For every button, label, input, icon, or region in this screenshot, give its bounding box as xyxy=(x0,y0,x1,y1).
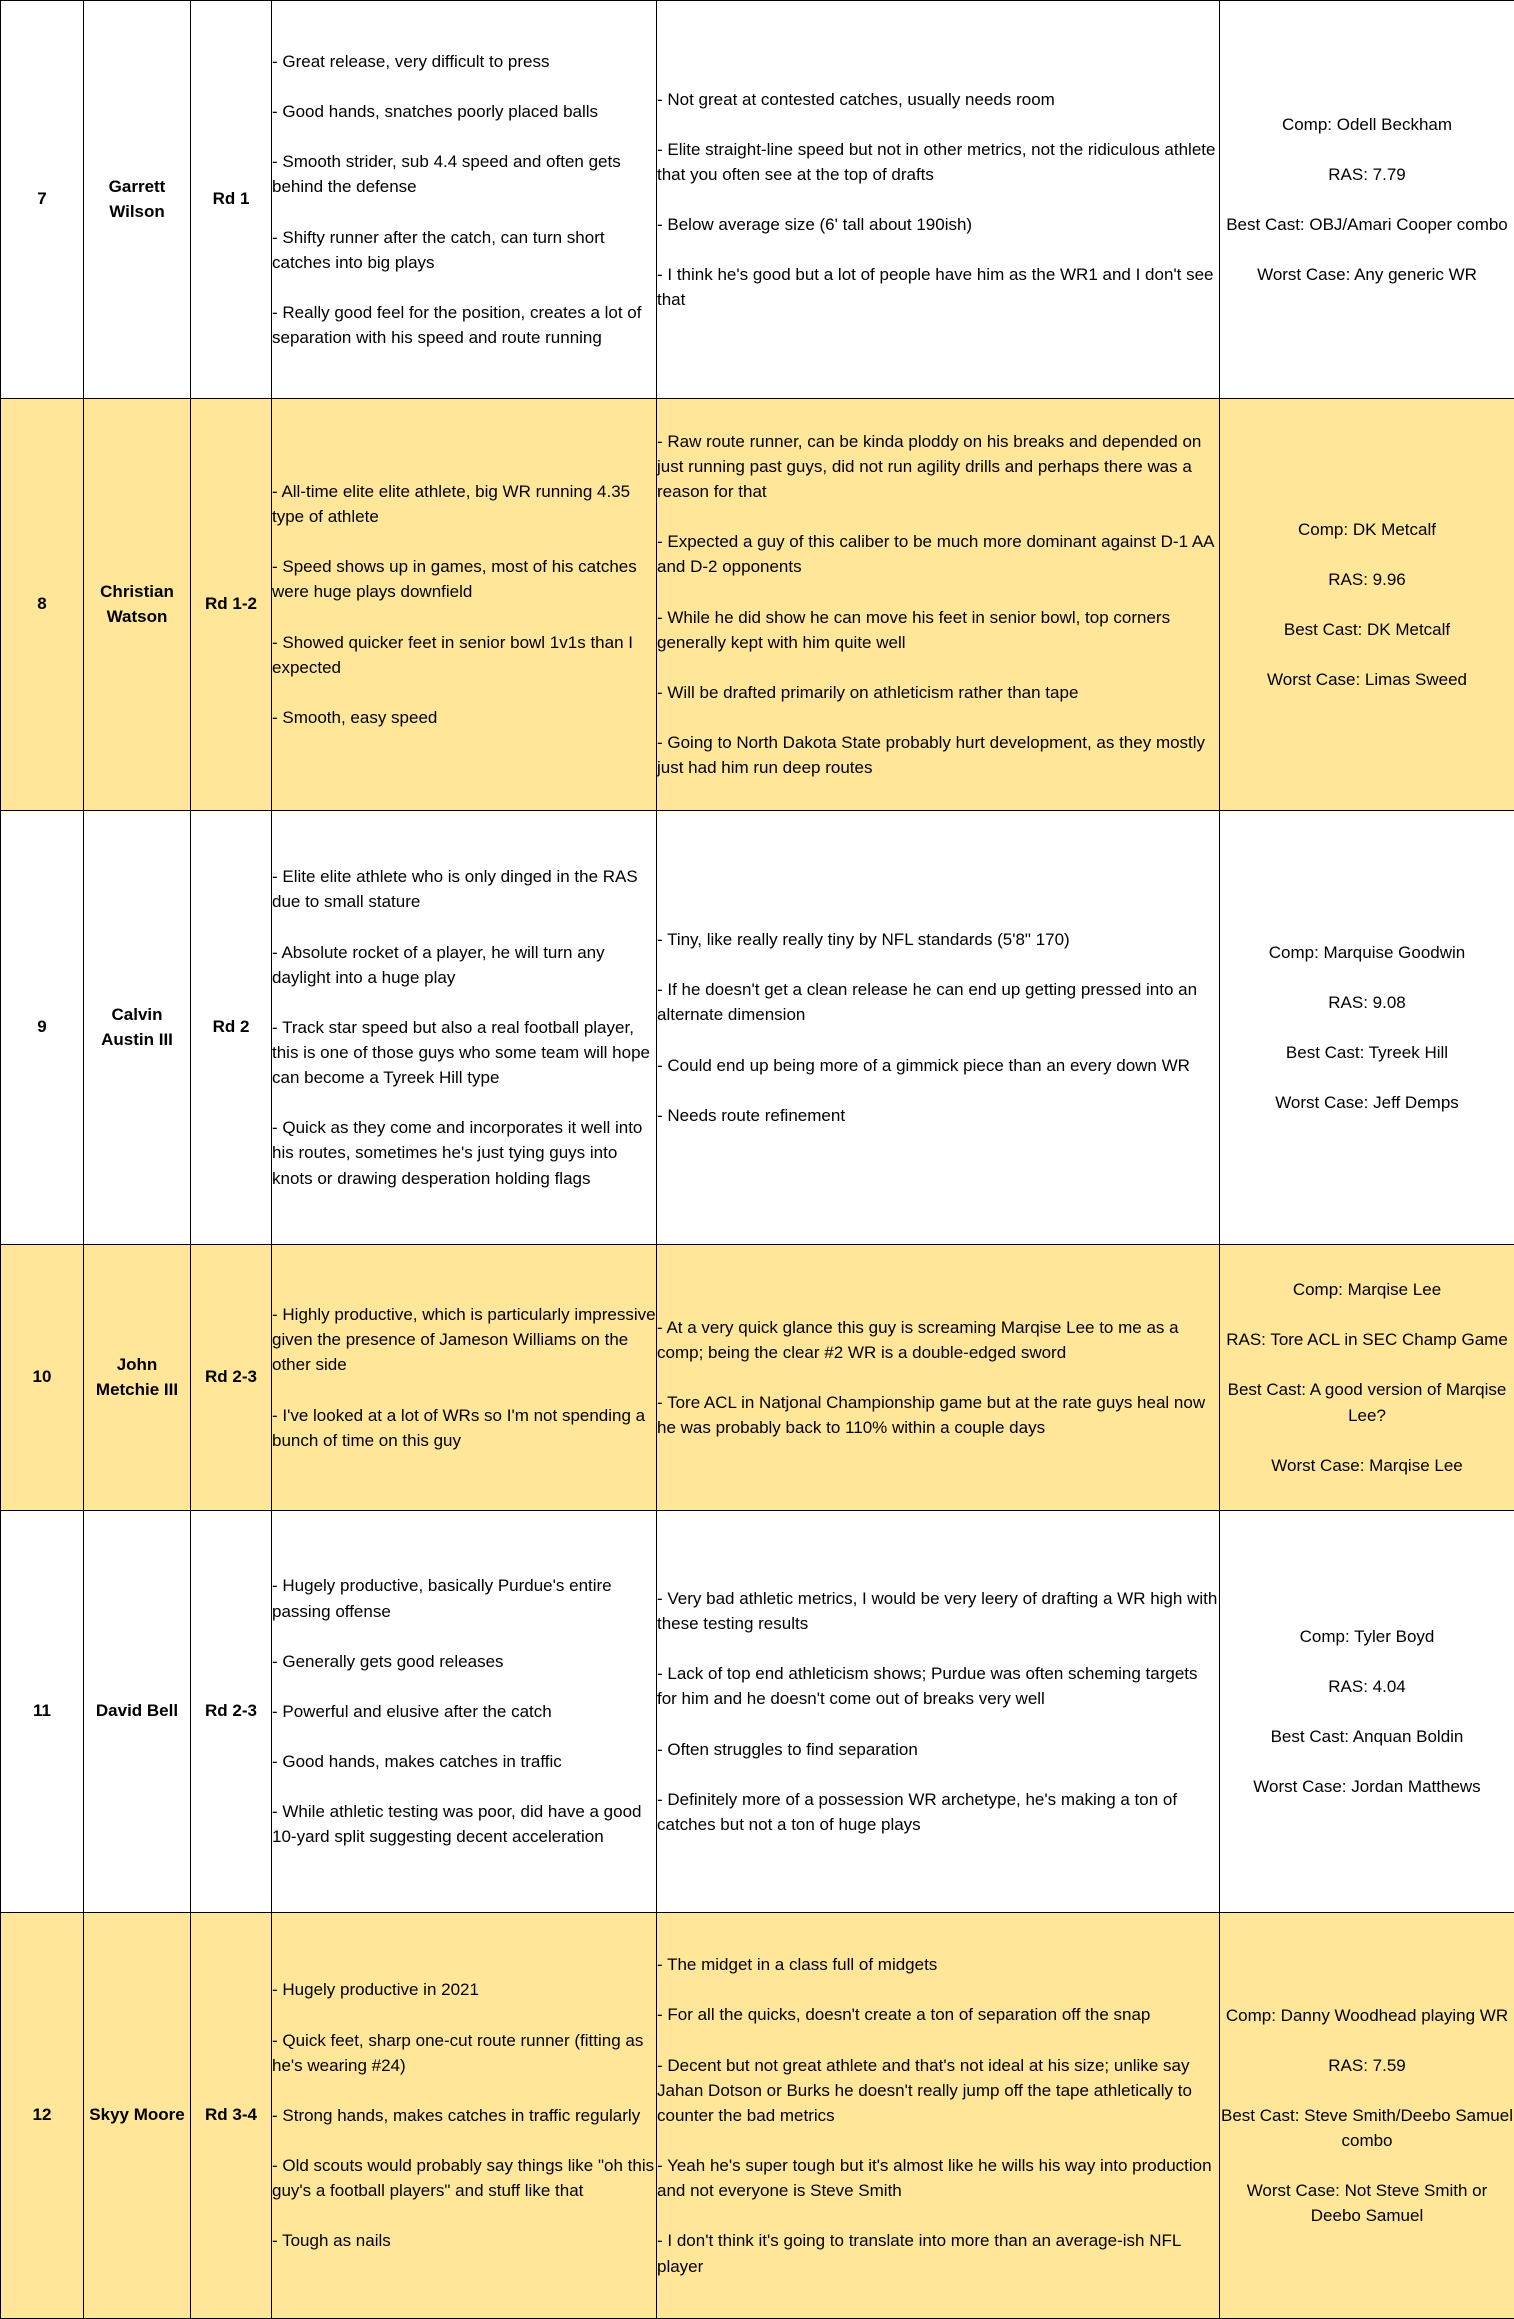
weakness-note: - Tore ACL in Natjonal Championship game but at the rate guys heal now he was probably back to 110% within a couple days xyxy=(657,1393,1206,1438)
draft-round-cell: Rd 1-2 xyxy=(191,399,272,811)
comparison-line: Comp: Marqise Lee xyxy=(1292,1280,1442,1300)
comparison-line: RAS: 7.59 xyxy=(1328,2055,1406,2075)
comparison-line: Worst Case: Limas Sweed xyxy=(1267,670,1467,690)
strength-note: - Great release, very difficult to press xyxy=(272,51,550,71)
comparison-line: Best Cast: A good version of Marqise Lee? xyxy=(1227,1380,1507,1425)
comparison-line: Comp: Odell Beckham xyxy=(1281,114,1453,134)
weaknesses-cell xyxy=(657,1245,1220,1511)
player-name-cell: Skyy Moore xyxy=(84,1913,191,2319)
player-name-cell: Garrett Wilson xyxy=(84,1,191,399)
weakness-note: - Not great at contested catches, usually needs room xyxy=(657,89,1055,109)
weakness-note: - I think he's good but a lot of people have him as the WR1 and I don't see that xyxy=(657,265,1214,310)
weakness-note: - If he doesn't get a clean release he can end up getting pressed into an alternate dimension xyxy=(657,980,1198,1025)
comparison-line: Comp: Tyler Boyd xyxy=(1299,1626,1435,1646)
weakness-note: - The midget in a class full of midgets xyxy=(657,1955,938,1975)
table-row xyxy=(1,399,1514,811)
comparison-line: RAS: Tore ACL in SEC Champ Game xyxy=(1226,1330,1508,1350)
comparison-line: RAS: 9.08 xyxy=(1328,992,1406,1012)
player-name-cell: John Metchie III xyxy=(84,1245,191,1511)
weakness-note: - Lack of top end athleticism shows; Purdue was often scheming targets for him and he doesn't come out of breaks very well xyxy=(657,1664,1198,1709)
comparison-line: Comp: DK Metcalf xyxy=(1298,519,1436,539)
draft-round-cell: Rd 3-4 xyxy=(191,1913,272,2319)
comparison-line: Comp: Danny Woodhead playing WR xyxy=(1225,2005,1509,2025)
table-row xyxy=(1,811,1514,1245)
strength-note: - Showed quicker feet in senior bowl 1v1s than I expected xyxy=(272,632,633,677)
strength-note: - While athletic testing was poor, did have a good 10-yard split suggesting decent acceleration xyxy=(272,1802,642,1847)
table-row xyxy=(1,1245,1514,1511)
strength-note: - Really good feel for the position, creates a lot of separation with his speed and route running xyxy=(272,302,642,347)
strength-note: - Old scouts would probably say things like "oh this guy's a football players" and stuff like that xyxy=(272,2156,655,2201)
player-name-cell: Christian Watson xyxy=(84,399,191,811)
strength-note: - Elite elite athlete who is only dinged in the RAS due to small stature xyxy=(272,867,638,912)
weakness-note: - For all the quicks, doesn't create a ton of separation off the snap xyxy=(657,2005,1151,2025)
strength-note: - Absolute rocket of a player, he will turn any daylight into a huge play xyxy=(272,942,605,987)
draft-round-cell: Rd 2-3 xyxy=(191,1245,272,1511)
comparison-line: Best Cast: OBJ/Amari Cooper combo xyxy=(1226,215,1508,234)
weakness-note: - Going to North Dakota State probably hurt development, as they mostly just had him run deep routes xyxy=(657,732,1206,778)
strengths-cell xyxy=(272,1913,657,2319)
rank-cell: 7 xyxy=(1,1,84,399)
comparison-line: Worst Case: Any generic WR xyxy=(1257,265,1477,285)
strength-note: - Track star speed but also a real football player, this is one of those guys who some team will hope can become a Tyreek Hill type xyxy=(272,1017,650,1088)
weaknesses-cell xyxy=(657,1913,1220,2319)
weaknesses-cell xyxy=(657,1,1220,399)
weakness-note: - Raw route runner, can be kinda ploddy on his breaks and depended on just running past guys, did not run agility drills and perhaps there was a reason for that xyxy=(657,431,1202,502)
strength-note: - Shifty runner after the catch, can turn short catches into big plays xyxy=(272,227,605,272)
rank-cell: 8 xyxy=(1,399,84,811)
weakness-note: - Decent but not great athlete and that's not ideal at his size; unlike say Jahan Dotson or Burks he doesn't really jump off the tape athletically to counter the bad metrics xyxy=(657,2055,1192,2125)
comparisons-cell xyxy=(1220,399,1514,811)
strength-note: - Highly productive, which is particularly impressive given the presence of Jameson Williams on the other side xyxy=(272,1305,656,1375)
rank-cell: 9 xyxy=(1,811,84,1245)
player-name-cell: David Bell xyxy=(84,1511,191,1913)
weaknesses-cell xyxy=(657,399,1220,811)
strength-note: - Tough as nails xyxy=(272,2231,391,2251)
comparison-line: Worst Case: Jordan Matthews xyxy=(1253,1777,1481,1797)
comparison-line: Worst Case: Marqise Lee xyxy=(1271,1455,1463,1475)
weakness-note: - Very bad athletic metrics, I would be very leery of drafting a WR high with these testing results xyxy=(657,1588,1218,1634)
draft-round-cell: Rd 2 xyxy=(191,811,272,1245)
strength-note: - Powerful and elusive after the catch xyxy=(272,1701,552,1721)
weakness-note: - At a very quick glance this guy is screaming Marqise Lee to me as a comp; being the clear #2 WR is a double-edged sword xyxy=(657,1317,1179,1362)
table-body xyxy=(1,1,1514,2319)
comparisons-cell xyxy=(1220,1511,1514,1913)
strength-note: - Smooth strider, sub 4.4 speed and often gets behind the defense xyxy=(272,152,621,197)
strengths-cell xyxy=(272,1511,657,1913)
strength-note: - Hugely productive, basically Purdue's entire passing offense xyxy=(272,1576,612,1621)
strengths-cell xyxy=(272,811,657,1245)
strength-note: - Generally gets good releases xyxy=(272,1651,504,1671)
comparisons-cell xyxy=(1220,1245,1514,1511)
strength-note: - All-time elite elite athlete, big WR running 4.35 type of athlete xyxy=(272,481,631,527)
comparisons-cell xyxy=(1220,811,1514,1245)
weakness-note: - Elite straight-line speed but not in other metrics, not the ridiculous athlete that you often see at the top of drafts xyxy=(657,139,1216,184)
strengths-cell xyxy=(272,1,657,399)
comparison-line: Worst Case: Not Steve Smith or Deebo Samuel xyxy=(1246,2181,1488,2226)
comparison-line: RAS: 4.04 xyxy=(1328,1676,1406,1696)
comparison-line: Best Cast: Tyreek Hill xyxy=(1285,1043,1449,1062)
comparisons-cell xyxy=(1220,1913,1514,2319)
weakness-note: - I don't think it's going to translate into more than an average-ish NFL player xyxy=(657,2231,1181,2276)
strength-note: - Hugely productive in 2021 xyxy=(272,1980,479,2000)
strength-note: - Smooth, easy speed xyxy=(272,707,438,727)
table-row xyxy=(1,1,1514,399)
strength-note: - Good hands, makes catches in traffic xyxy=(272,1752,562,1772)
strength-note: - Speed shows up in games, most of his catches were huge plays downfield xyxy=(272,557,637,602)
player-name-cell: Calvin Austin III xyxy=(84,811,191,1245)
comparison-line: Comp: Marquise Goodwin xyxy=(1268,942,1466,962)
weakness-note: - Often struggles to find separation xyxy=(657,1739,918,1759)
table-row xyxy=(1,1913,1514,2319)
strength-note: - I've looked at a lot of WRs so I'm not spending a bunch of time on this guy xyxy=(272,1405,646,1450)
comparison-line: RAS: 7.79 xyxy=(1328,164,1406,184)
draft-round-cell: Rd 1 xyxy=(191,1,272,399)
comparison-line: Best Cast: Anquan Boldin xyxy=(1270,1727,1464,1746)
weaknesses-cell xyxy=(657,811,1220,1245)
weakness-note: - Needs route refinement xyxy=(657,1105,846,1125)
weakness-note: - Expected a guy of this caliber to be much more dominant against D-1 AA and D-2 opponents xyxy=(657,532,1214,577)
strengths-cell xyxy=(272,399,657,811)
rank-cell: 10 xyxy=(1,1245,84,1511)
weakness-note: - Could end up being more of a gimmick piece than an every down WR xyxy=(657,1055,1190,1075)
comparison-line: Best Cast: DK Metcalf xyxy=(1283,620,1451,639)
weakness-note: - Tiny, like really really tiny by NFL standards (5'8" 170) xyxy=(657,930,1070,950)
weakness-note: - Yeah he's super tough but it's almost like he wills his way into production and not everyone is Steve Smith xyxy=(657,2156,1212,2201)
comparisons-cell xyxy=(1220,1,1514,399)
draft-round-cell: Rd 2-3 xyxy=(191,1511,272,1913)
weakness-note: - Below average size (6' tall about 190ish) xyxy=(657,215,973,234)
rank-cell: 12 xyxy=(1,1913,84,2319)
strength-note: - Quick as they come and incorporates it well into his routes, sometimes he's just tying guys into knots or drawing desperation holding flags xyxy=(272,1118,643,1188)
comparison-line: Worst Case: Jeff Demps xyxy=(1275,1093,1459,1113)
comparison-line: RAS: 9.96 xyxy=(1328,569,1406,589)
strength-note: - Good hands, snatches poorly placed balls xyxy=(272,102,599,122)
strength-note: - Strong hands, makes catches in traffic regularly xyxy=(272,2105,641,2125)
table-row xyxy=(1,1511,1514,1913)
weakness-note: - Will be drafted primarily on athleticism rather than tape xyxy=(657,682,1079,702)
weakness-note: - Definitely more of a possession WR archetype, he's making a ton of catches but not a ton of huge plays xyxy=(657,1789,1178,1834)
rank-cell: 11 xyxy=(1,1511,84,1913)
comparison-line: Best Cast: Steve Smith/Deebo Samuel combo xyxy=(1221,2105,1513,2150)
weakness-note: - While he did show he can move his feet in senior bowl, top corners generally kept with him quite well xyxy=(657,607,1171,652)
strengths-cell xyxy=(272,1245,657,1511)
strength-note: - Quick feet, sharp one-cut route runner (fitting as he's wearing #24) xyxy=(272,2030,644,2075)
weaknesses-cell xyxy=(657,1511,1220,1913)
